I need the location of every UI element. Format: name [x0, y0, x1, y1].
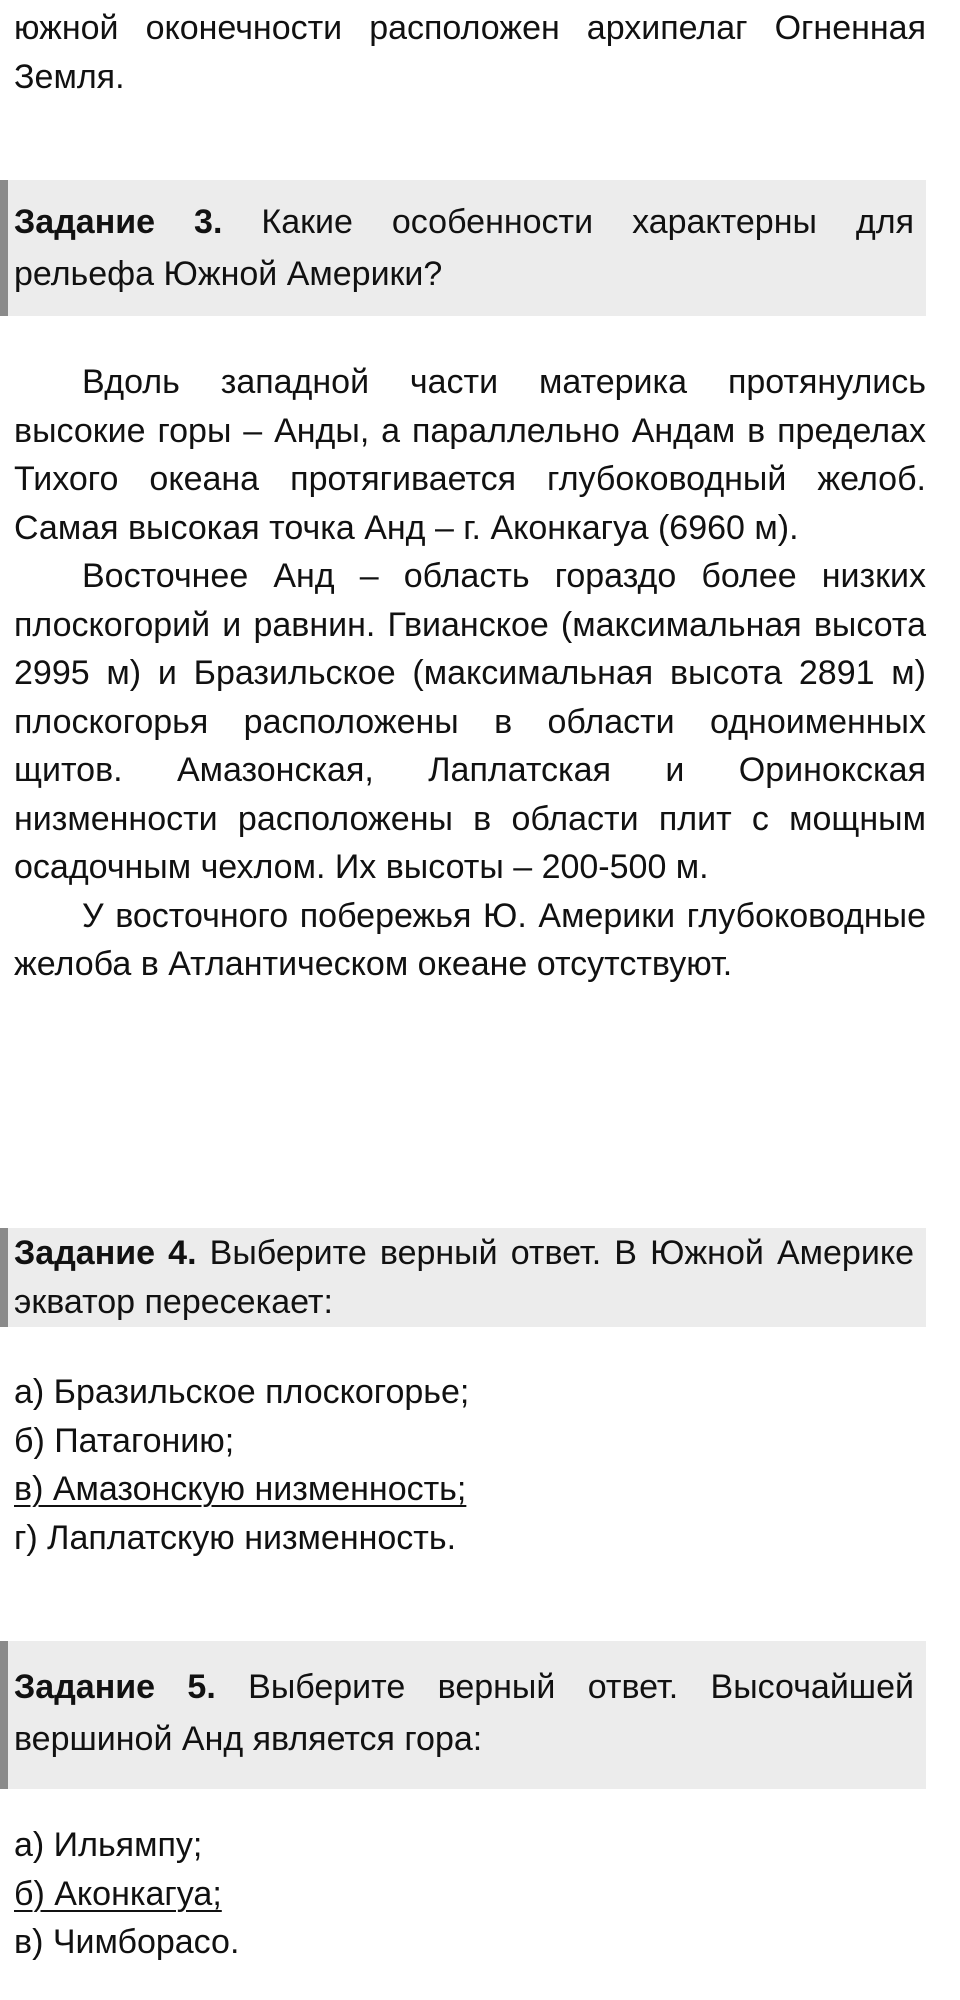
task-4-answer-b: б) Патагонию; [14, 1421, 235, 1460]
task-5-answer-b: б) Аконкагуа; [14, 1874, 222, 1913]
task-4-answer-a: а) Бразильское плоскогорье; [14, 1373, 470, 1411]
task-4-answer-d: г) Лаплатскую низменность. [14, 1518, 457, 1557]
task-3-label: Задание 3. [14, 203, 223, 241]
intro-text: южной оконечности расположен архипелаг Огненная Земля. [14, 9, 926, 96]
task-5-label: Задание 5. [14, 1668, 216, 1706]
task-5-question: Выберите верный ответ. Высочайшей вершиной Анд является гора: [14, 1668, 914, 1758]
task-4-label: Задание 4. [14, 1234, 197, 1272]
task-4-answer-list [14, 1368, 926, 1562]
task-4-question: Выберите верный ответ. В Южной Америке экватор пересекает: [14, 1234, 914, 1321]
task-3-header [0, 180, 926, 316]
task-3-paragraph-1: Вдоль западной части материка протянулись высокие горы – Анды, а параллельно Андам в пределах Тихого океана протягивается глубоководный желоб. Самая высокая точка Анд – г. Аконкагуа (6960 м). [14, 363, 926, 547]
task-3-question: Какие особенности характерны для рельефа Южной Америки? [14, 203, 914, 293]
task-3-paragraph-2: Восточнее Анд – область гораздо более низких плоскогорий и равнин. Гвианское (максимальная высота 2995 м) и Бразильское (максимальная высота 2891 м) плоскогорья расположены в области одноименных щитов. Амазонская, Лаплатская и Оринокская низменности расположены в области плит с мощным осадочным чехлом. Их высоты – 200-500 м. [14, 557, 926, 886]
task-5-answer-c: в) Чимборасо. [14, 1923, 240, 1961]
task-5-header [0, 1641, 926, 1789]
task-4-answer-c: в) Амазонскую низменность; [14, 1470, 467, 1508]
task-4-header [0, 1228, 926, 1327]
intro-paragraph [14, 4, 926, 101]
task-3-answer-body [14, 358, 926, 989]
task-3-paragraph-3: У восточного побережья Ю. Америки глубоководные желоба в Атлантическом океане отсутствуют. [14, 896, 926, 983]
task-5-answer-list [14, 1821, 926, 1967]
task-5-answer-a: а) Ильямпу; [14, 1826, 203, 1864]
